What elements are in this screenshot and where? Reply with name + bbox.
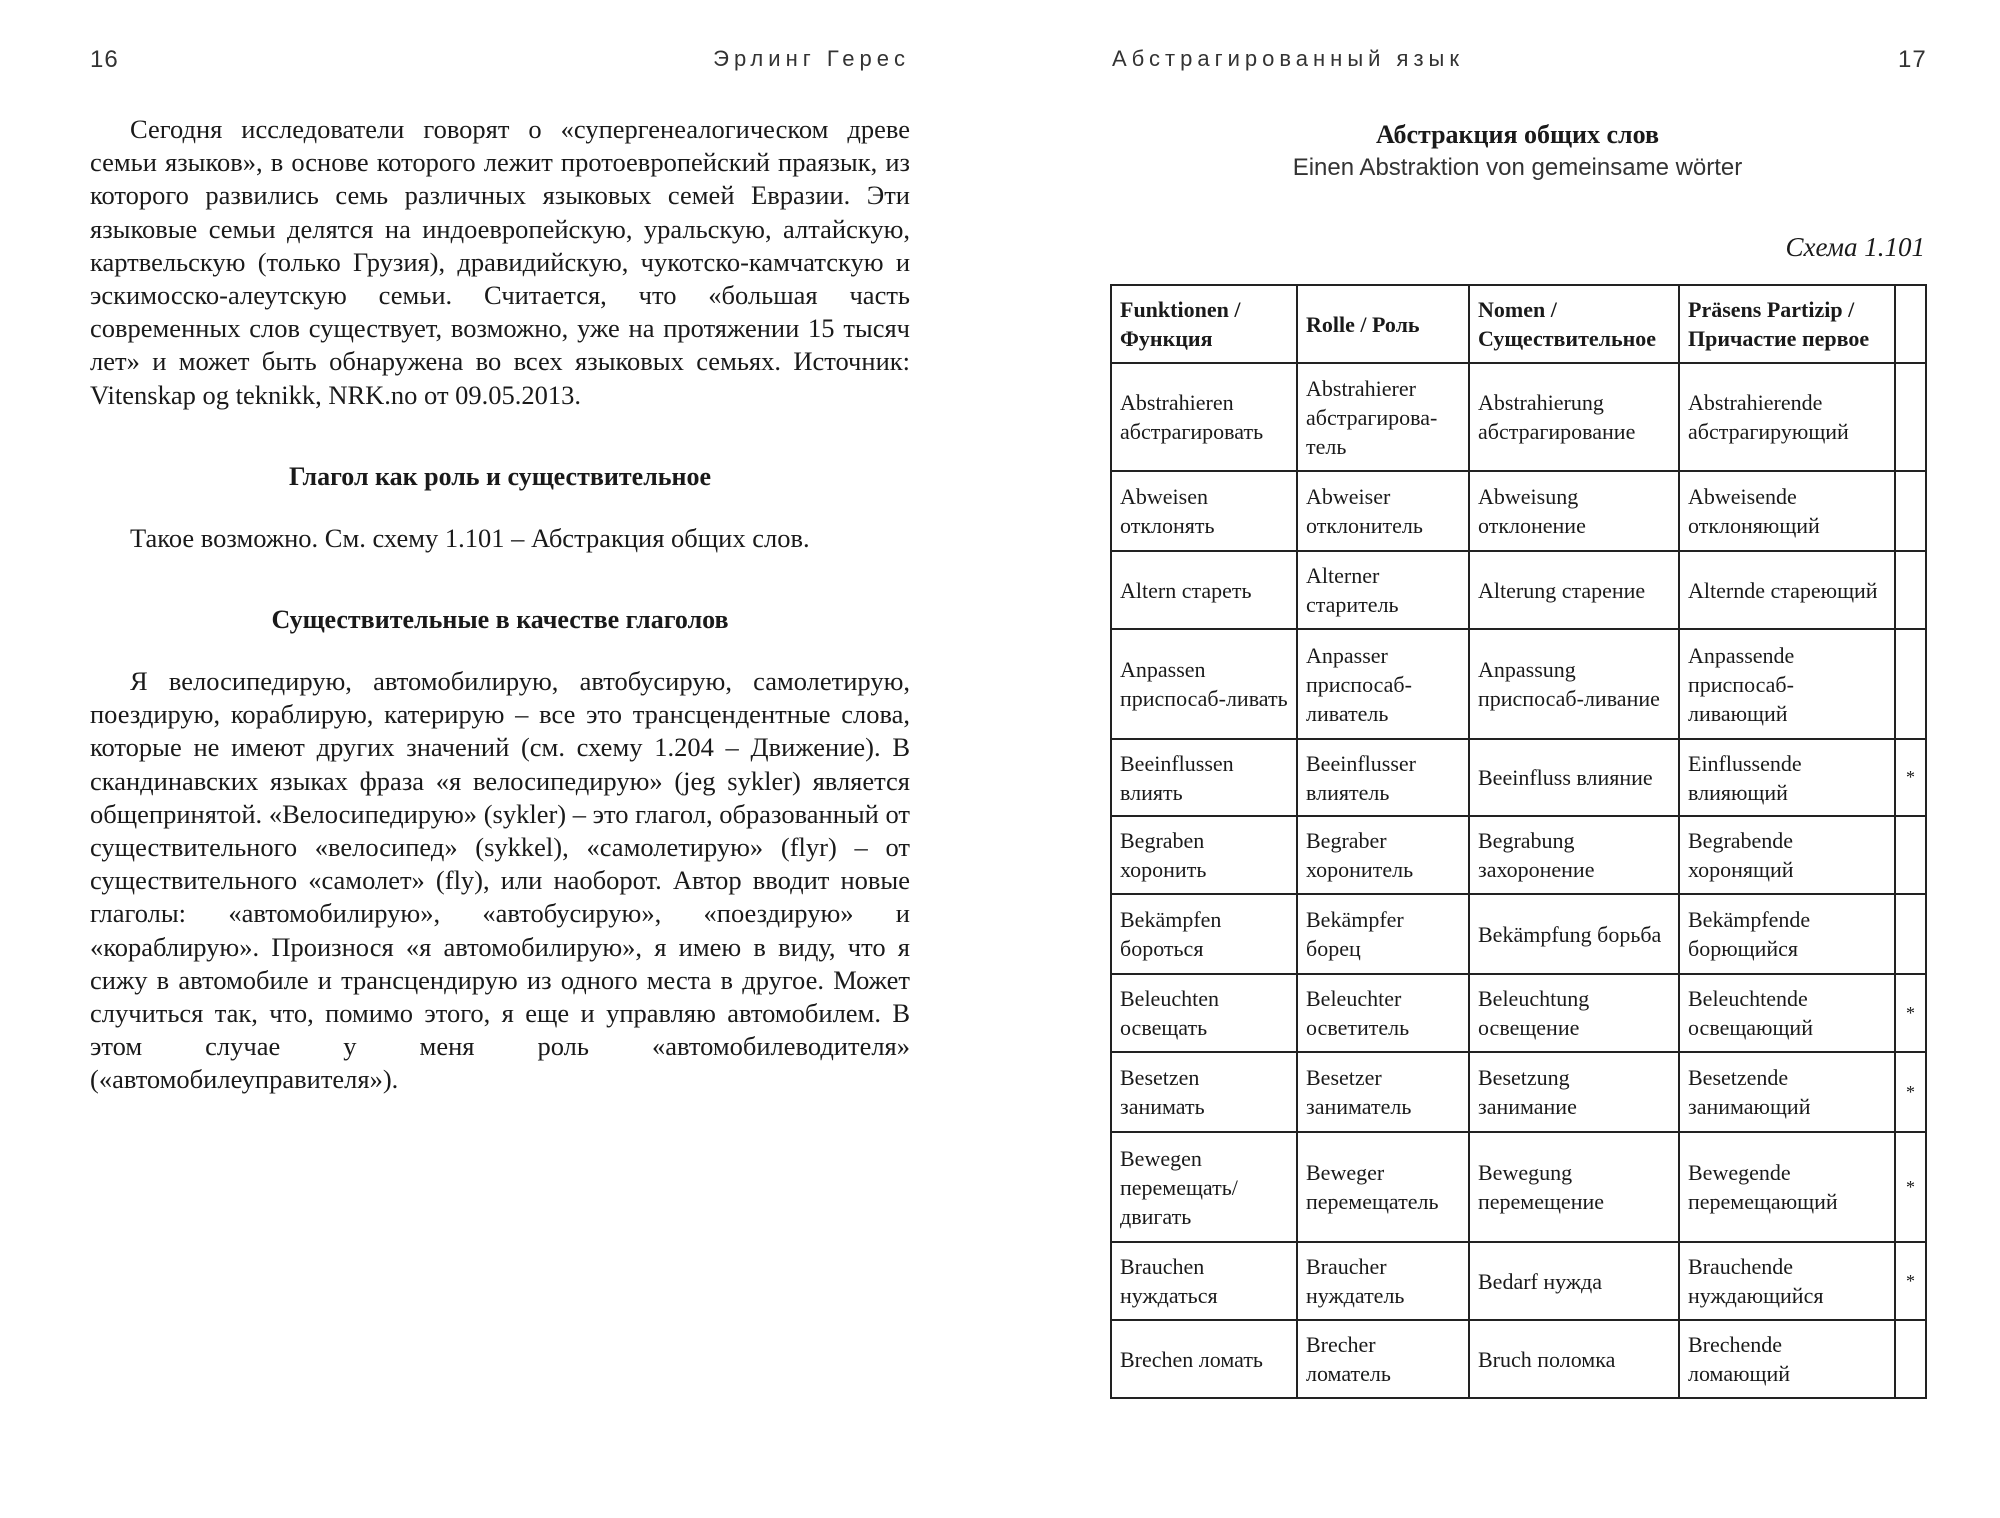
table-cell: Alterner старитель (1297, 551, 1469, 629)
scheme-title: Абстракция общих слов (1375, 120, 1659, 149)
table-cell: Anpasser приспосаб-ливатель (1297, 629, 1469, 739)
table-cell: Beeinflussen влиять (1111, 739, 1297, 816)
table-cell: Abweisung отклонение (1469, 471, 1679, 551)
table-cell: Brecher ломатель (1297, 1320, 1469, 1398)
marker-cell: * (1895, 1242, 1926, 1320)
table-cell: Abweisende отклоняющий (1679, 471, 1895, 551)
table-cell: Anpassen приспосаб-ливать (1111, 629, 1297, 739)
table-cell: Bekämpfende борющийся (1679, 894, 1895, 974)
column-header: Funktionen / Функция (1111, 285, 1297, 363)
table-cell: Abweiser отклонитель (1297, 471, 1469, 551)
table-cell: Alternde стареющий (1679, 551, 1895, 629)
table-header-row (1111, 285, 1926, 363)
table-cell: Alterung старение (1469, 551, 1679, 629)
table-cell: Anpassende приспосаб-ливающий (1679, 629, 1895, 739)
marker-cell (1895, 551, 1926, 629)
table-cell: Begrabung захоронение (1469, 816, 1679, 894)
marker-cell (1895, 1320, 1926, 1398)
marker-cell: * (1895, 974, 1926, 1052)
column-header (1895, 285, 1926, 363)
table-cell: Bedarf нужда (1469, 1242, 1679, 1320)
paragraph-2: Такое возможно. См. схему 1.101 – Абстракция общих слов. (130, 522, 810, 553)
marker-cell (1895, 629, 1926, 739)
abstraction-table (1110, 284, 1927, 1399)
table-row (1111, 471, 1926, 551)
table-cell: Abweisen отклонять (1111, 471, 1297, 551)
table-cell: Beleuchter осветитель (1297, 974, 1469, 1052)
marker-cell: * (1895, 1052, 1926, 1132)
heading-verb-as-role: Глагол как роль и существительное (288, 461, 712, 491)
paragraph-1: Сегодня исследователи говорят о «супергенеалогическом древе семьи языков», в основе которого лежит протоевропейский праязык, из которого развились семь различных языковых семей Евразии. Эти языковые семьи делятся на индоевропейскую, уральскую, алтайскую, картвельскую (только Грузия), дравидийскую, чукотско-камчатскую и эскимосско-алеутскую семьи. Считается, что «большая часть современных слов существует, возможно, уже на протяжении 15 тысяч лет» и может быть обнаружена во всех языковых семьях. Источник: Vitenskap og teknikk, NRK.no от 09.05.2013. (90, 114, 910, 410)
table-cell: Beleuchten освещать (1111, 974, 1297, 1052)
table-cell: Bekämpfen бороться (1111, 894, 1297, 974)
table-row (1111, 894, 1926, 974)
table-cell: Begraber хоронитель (1297, 816, 1469, 894)
table-row (1111, 1242, 1926, 1320)
table-cell: Brechen ломать (1111, 1320, 1297, 1398)
scheme-label: Схема 1.101 (1785, 232, 1925, 262)
table-cell: Anpassung приспосаб-ливание (1469, 629, 1679, 739)
table-cell: Einflussende влияющий (1679, 739, 1895, 816)
table-row (1111, 974, 1926, 1052)
table-cell: Brechende ломающий (1679, 1320, 1895, 1398)
table-cell: Bekämpfer борец (1297, 894, 1469, 974)
table-cell: Begrabende хоронящий (1679, 816, 1895, 894)
column-header: Präsens Partizip / Причастие первое (1679, 285, 1895, 363)
table-cell: Beleuchtung освещение (1469, 974, 1679, 1052)
table-cell: Bewegende перемещающий (1679, 1132, 1895, 1242)
left-page-number: 16 (90, 46, 119, 73)
table-cell: Braucher нуждатель (1297, 1242, 1469, 1320)
table-cell: Abstrahierung абстрагирование (1469, 363, 1679, 471)
table-cell: Besetzer заниматель (1297, 1052, 1469, 1132)
table-cell: Besetzen занимать (1111, 1052, 1297, 1132)
table-cell: Brauchen нуждаться (1111, 1242, 1297, 1320)
table-row (1111, 629, 1926, 739)
table-row (1111, 363, 1926, 471)
table-cell: Beeinfluss влияние (1469, 739, 1679, 816)
table-cell: Besetzende занимающий (1679, 1052, 1895, 1132)
left-page-body (90, 113, 910, 1097)
table-cell: Besetzung занимание (1469, 1052, 1679, 1132)
table-cell: Beweger перемещатель (1297, 1132, 1469, 1242)
table-cell: Beeinflusser влиятель (1297, 739, 1469, 816)
heading-nouns-as-verbs: Существительные в качестве глаголов (271, 605, 729, 635)
table-cell: Abstrahierende абстрагирующий (1679, 363, 1895, 471)
marker-cell: * (1895, 739, 1926, 816)
right-page-number: 17 (1898, 46, 1927, 73)
table-cell: Bekämpfung борьба (1469, 894, 1679, 974)
marker-cell (1895, 471, 1926, 551)
table-cell: Bruch поломка (1469, 1320, 1679, 1398)
table-row (1111, 551, 1926, 629)
table-row (1111, 1132, 1926, 1242)
marker-cell (1895, 816, 1926, 894)
right-running-title: Абстрагированный язык (1112, 46, 1464, 71)
column-header: Rolle / Роль (1297, 285, 1469, 363)
table-cell: Bewegen перемещать/ двигать (1111, 1132, 1297, 1242)
marker-cell (1895, 363, 1926, 471)
table-cell: Abstrahierer абстрагирова-тель (1297, 363, 1469, 471)
scheme-subtitle: Einen Abstraktion von gemeinsame wörter (1292, 154, 1743, 181)
table-cell: Altern стареть (1111, 551, 1297, 629)
paragraph-3: Я велосипедирую, автомобилирую, автобусирую, самолетирую, поездирую, кораблирую, катерирую – все это трансцендентные слова, которые не имеют других значений (см. схему 1.204 – Движение). В скандинавских языках фраза «я велосипедирую» (jeg sykler) является общепринятой. «Велосипедирую» (sykler) – это глагол, образованный от существительного «велосипед» (sykkel), «самолетирую» (flyr) – от существительного «самолет» (fly), или наоборот. Автор вводит новые глаголы: «автомобилирую», «автобусирую», «поездирую» и «кораблирую». Произнося «я автомобилирую», я имею в виду, что я сижу в автомобиле и трансцендирую из одного места в другое. Может случиться так, что, помимо этого, я еще и управляю автомобилем. В этом случае у меня роль «автомобилеводителя» («автомобилеуправителя»). (90, 666, 910, 1095)
table-cell: Bewegung перемещение (1469, 1132, 1679, 1242)
table-row (1111, 816, 1926, 894)
column-header: Nomen / Существительное (1469, 285, 1679, 363)
marker-cell: * (1895, 1132, 1926, 1242)
table-cell: Beleuchtende освещающий (1679, 974, 1895, 1052)
table-cell: Abstrahieren абстрагировать (1111, 363, 1297, 471)
table-cell: Begraben хоронить (1111, 816, 1297, 894)
marker-cell (1895, 894, 1926, 974)
table-row (1111, 739, 1926, 816)
table-cell: Brauchende нуждающийся (1679, 1242, 1895, 1320)
left-running-title: Эрлинг Герес (713, 46, 910, 71)
table-row (1111, 1052, 1926, 1132)
table-row (1111, 1320, 1926, 1398)
